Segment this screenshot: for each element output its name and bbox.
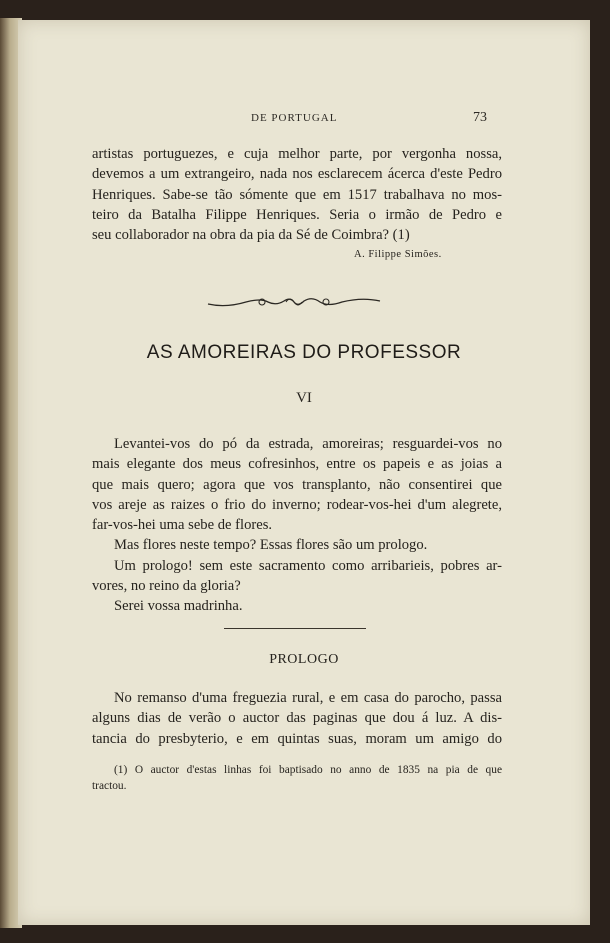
text-line: alguns dias de verão o auctor das paginas que dou á luz. A dis- [92,710,502,727]
text-line: devemos a um extrangeiro, nada nos esclarecem ácerca d'este Pedro [92,166,502,183]
footnote-line: (1) O auctor d'estas linhas foi baptisado no anno de 1835 na pia de que [114,764,502,776]
text-line: que mais quero; agora que vos transplanto, não consentirei que [92,476,502,493]
text-line: Henriques. Sabe-se tão sómente que em 1517 trabalhava no mos- [92,186,502,203]
prologue-title: PROLOGO [269,652,339,667]
text-line: vores, no reino da gloria? [92,578,241,595]
text-line: No remanso d'uma freguezia rural, e em casa do parocho, passa [114,690,502,706]
previous-article-ending [92,144,502,245]
prologue-body [92,688,502,749]
ornament-divider-icon [206,292,382,312]
text-line: Um prologo! sem este sacramento como arribarieis, pobres ar- [114,557,502,574]
chapter-number: VI [296,390,312,406]
section-rule [224,628,366,629]
chapter-body [92,434,502,617]
text-line: vos areje as raizes o frio do inverno; rodear-vos-hei d'um alegrete, [92,496,502,513]
text-line: mais elegante dos meus cofresinhos, entre os papeis e as joias a [92,456,502,473]
text-line: seu collaborador na obra da pia da Sé de Coimbra? (1) [92,227,410,244]
text-line: Levantei-vos do pó da estrada, amoreiras; resguardei-vos no [114,436,502,452]
page-header [18,112,590,132]
footnote [92,762,502,794]
text-line: tancia do presbyterio, e em quintas suas, moram um amigo do [92,730,502,747]
text-line: far-vos-hei uma sebe de flores. [92,517,273,534]
text-line: teiro da Batalha Filippe Henriques. Seria o irmão de Pedro e [92,206,502,223]
page-number: 73 [473,110,487,125]
footnote-line: tractou. [92,780,127,792]
chapter-title: AS AMOREIRAS DO PROFESSOR [146,342,462,363]
text-line: Mas flores neste tempo? Essas flores são um prologo. [114,537,428,554]
text-line: artistas portuguezes, e cuja melhor parte, por vergonha nossa, [92,146,502,162]
author-signature: A. Filippe Simões. [354,249,442,260]
text-line: Serei vossa madrinha. [114,598,243,615]
running-head: DE PORTUGAL [251,112,338,124]
book-page [18,20,590,925]
